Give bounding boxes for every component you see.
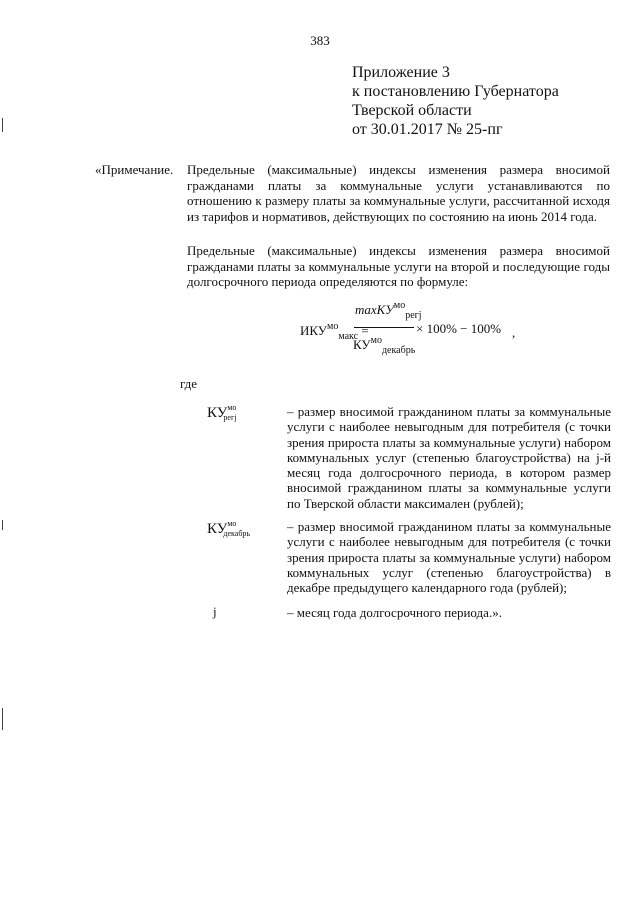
- margin-mark: [2, 708, 3, 730]
- definition-text: – размер вносимой гражданином платы за коммунальные услуги с наиболее невыгодным для потребителя (с точки зрения прироста платы за коммунальные услуги) набором коммунальных услуг (степенью благоустройства) на j-й месяц года долгосрочного периода, в котором размер вносимой гражданином платы за коммунальные услуги по Тверской области максимален (рублей);: [287, 404, 611, 511]
- definition-text: – размер вносимой гражданином платы за коммунальные услуги с наиболее невыгодным для потребителя (с точки зрения прироста платы за коммунальные услуги) набором коммунальных услуг (степенью благоустройства) в декабре предыдущего календарного года (рублей);: [287, 519, 611, 596]
- definition-symbol: j: [213, 604, 217, 619]
- formula-tail: × 100% − 100%: [416, 321, 502, 336]
- note-paragraph-2: Предельные (максимальные) индексы изменения размера вносимой гражданами платы за коммунальные услуги на второй и последующие годы долгосрочного периода определяются по формуле:: [187, 243, 610, 290]
- definition-text: – месяц года долгосрочного периода.».: [287, 605, 502, 620]
- formula-lhs: $ИКУ^{мо}_{макс}$ =: [300, 321, 369, 342]
- page-number: 383: [310, 33, 330, 48]
- note-label: «Примечание.: [95, 162, 174, 177]
- note-paragraph-1: Предельные (максимальные) индексы изменения размера вносимой гражданами платы за коммунальные услуги устанавливаются по отношению к размеру платы за коммунальные услуги, рассчитанной исходя из тарифов и нормативов, действующих по состоянию на июнь 2014 года.: [187, 162, 610, 224]
- appendix-line: Тверской области: [352, 102, 472, 119]
- margin-mark: [2, 520, 3, 530]
- appendix-line: от 30.01.2017 № 25-пг: [352, 121, 503, 138]
- fraction-line: [354, 327, 414, 328]
- appendix-line: к постановлению Губернатора: [352, 83, 559, 100]
- formula-equals: =: [361, 323, 369, 338]
- formula-denominator: $КУ^{мо}_{декабрь}$: [353, 335, 416, 356]
- formula-numerator: maxКУ$^{мо}_{peгj}$: [355, 300, 422, 321]
- margin-mark: [2, 118, 3, 132]
- where-label: где: [180, 376, 198, 391]
- formula: [300, 300, 540, 360]
- definition-symbol: $КУ^{мо}_{декабрь}$: [207, 519, 251, 538]
- definition-symbol: $КУ^{мо}_{peгj}$: [207, 403, 237, 422]
- appendix-line: Приложение 3: [352, 64, 450, 81]
- formula-comma: ,: [512, 325, 516, 340]
- appendix-header: [352, 63, 559, 139]
